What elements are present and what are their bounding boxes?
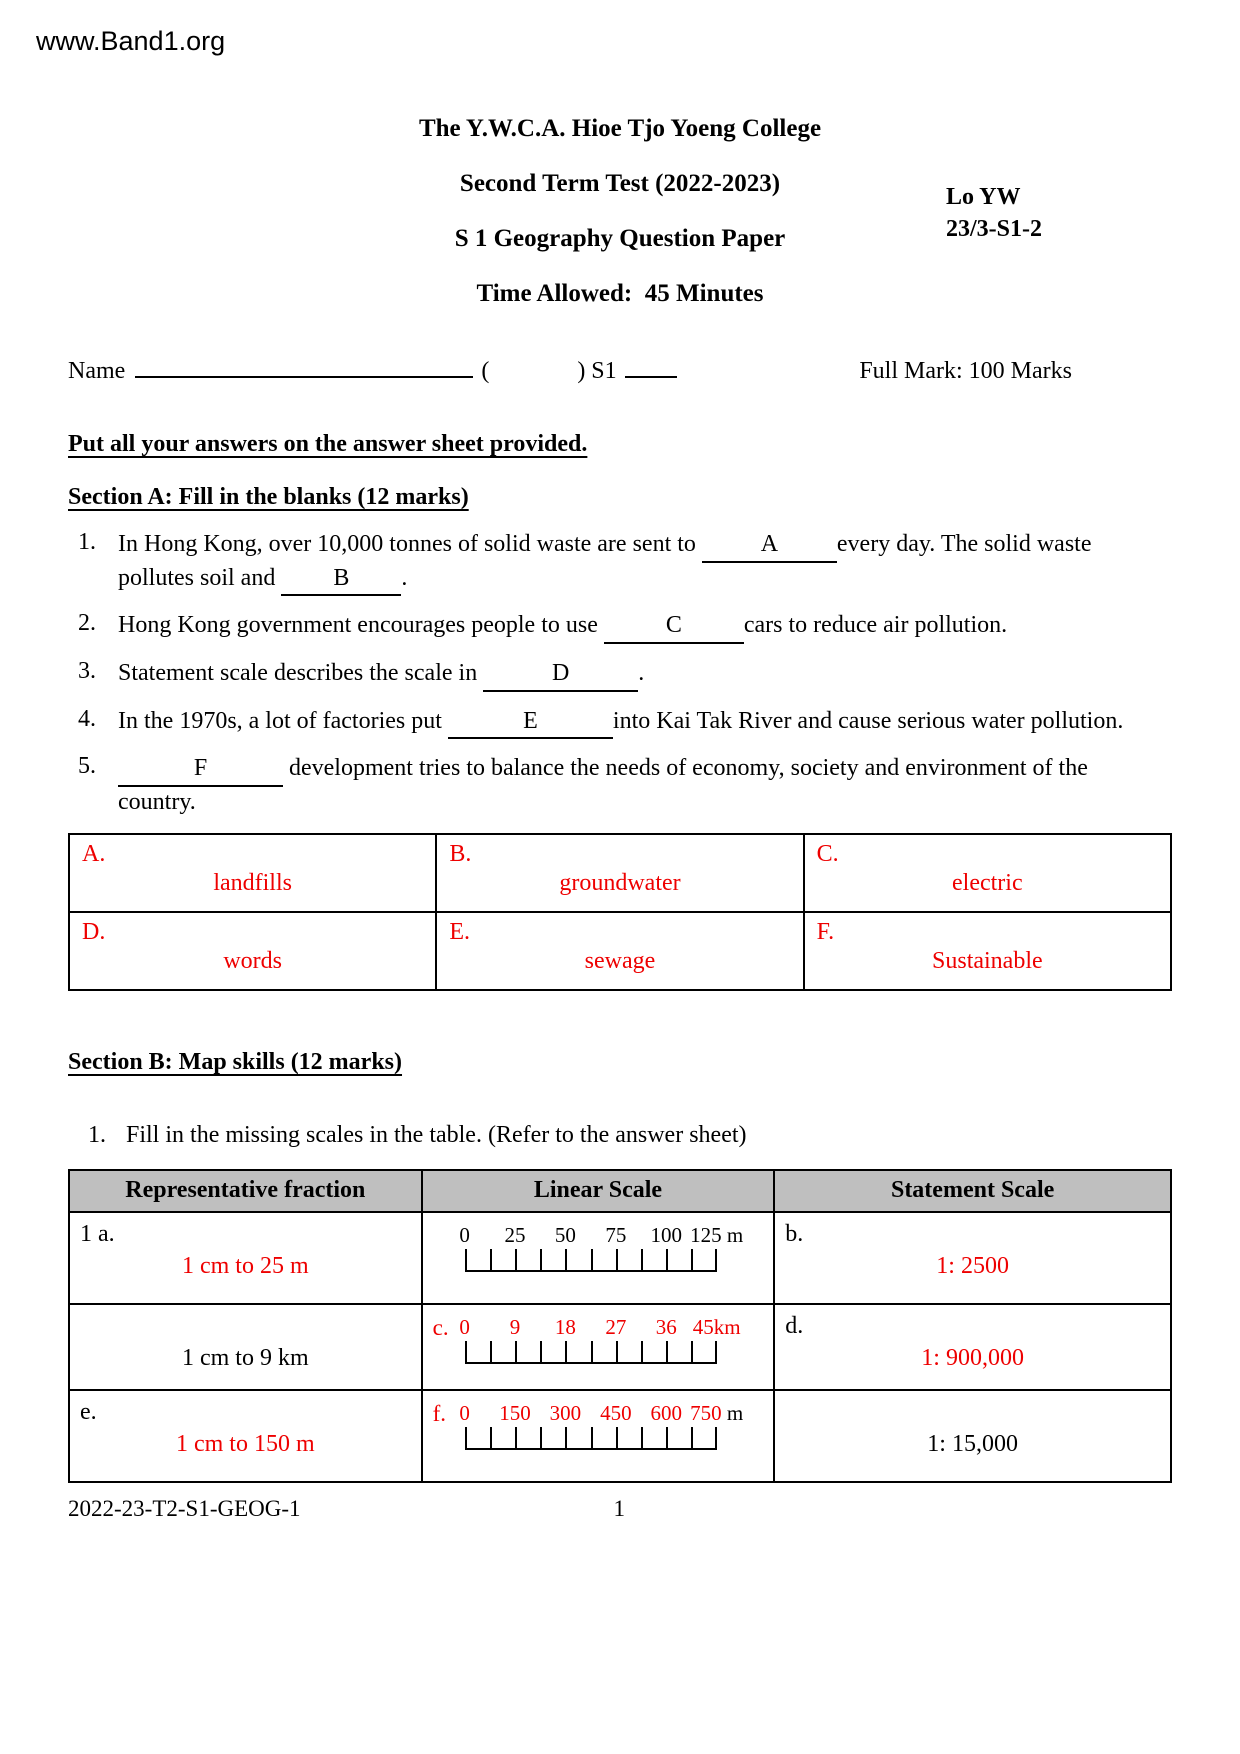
ls-label-c: c. (432, 1314, 449, 1340)
answer-bank-cell-b (436, 834, 803, 912)
class-paren-open: ( (481, 358, 490, 384)
linear-scale-graphic-2 (459, 1314, 741, 1364)
rf-value-2: 1 cm to 9 km (181, 1344, 309, 1371)
linear-scale-graphic-1 (459, 1222, 744, 1272)
answer-label-a: A. (82, 840, 106, 867)
ss-value-3: 1: 15,000 (927, 1430, 1018, 1457)
tick-label: 0 (459, 1222, 470, 1247)
answer-label-e: E. (449, 918, 470, 945)
answer-bank-cell-f (804, 912, 1171, 990)
ls-cell-3 (422, 1390, 775, 1482)
blank-f: F (118, 753, 283, 787)
answer-bank-cell-a (69, 834, 436, 912)
question-1-pre: In Hong Kong, over 10,000 tonnes of solid waste are sent to (118, 531, 702, 557)
question-2-pre: Hong Kong government encourages people to use (118, 612, 604, 639)
question-5 (78, 753, 1172, 818)
name-row (68, 354, 1172, 385)
rf-label-1a: 1 a. (80, 1220, 115, 1247)
scale-row-2 (69, 1304, 1171, 1390)
answer-sheet-instruction: Put all your answers on the answer sheet provided. (68, 431, 588, 457)
question-2 (78, 610, 1172, 644)
tick-label: 125 (690, 1222, 722, 1247)
rf-value-1a: 1 cm to 25 m (181, 1252, 309, 1279)
tick-label: 450 (600, 1400, 632, 1425)
full-mark-label: Full Mark: 100 Marks (859, 358, 1072, 384)
tick-label: 300 (549, 1400, 582, 1425)
question-4-end: into Kai Tak River and cause serious water pollution. (612, 707, 1124, 734)
ls-cell-1 (422, 1212, 775, 1304)
tick-label: 9 (509, 1314, 521, 1339)
name-label: Name (68, 358, 126, 384)
time-allowed: Time Allowed: 45 Minutes (476, 280, 764, 307)
answer-value-b: groundwater (559, 869, 681, 896)
tick-label: 0 (459, 1314, 470, 1339)
linear-scale-ruler (465, 1251, 717, 1272)
question-4-number: 4. (78, 705, 96, 732)
question-5-end: development tries to balance the needs of economy, society and environment of the country. (118, 755, 1088, 816)
tick-label: 36 (655, 1314, 677, 1339)
answer-bank-row-2 (69, 912, 1171, 990)
scale-unit-3: m (721, 1400, 744, 1425)
ss-cell-1 (774, 1212, 1171, 1304)
header-statement-scale: Statement Scale (774, 1170, 1171, 1212)
ss-label-d: d. (785, 1312, 804, 1339)
answer-value-d: words (223, 947, 282, 974)
question-1-text (118, 529, 1128, 596)
question-4-text (118, 706, 1123, 740)
question-4 (78, 706, 1172, 740)
rf-label-2 (80, 1313, 411, 1341)
question-3-number: 3. (78, 658, 96, 685)
scale-unit-1: m (721, 1222, 744, 1247)
answer-value-c: electric (952, 869, 1023, 896)
tick-label-with-unit (690, 1401, 743, 1426)
section-a-questions (68, 529, 1172, 819)
tick-label: 0 (459, 1400, 470, 1425)
rf-value-e: 1 cm to 150 m (175, 1430, 315, 1457)
rf-label-e: e. (80, 1398, 97, 1425)
answer-bank-row-1 (69, 834, 1171, 912)
question-2-text (118, 610, 1007, 644)
scale-tick-labels-1 (459, 1222, 744, 1251)
blank-d: D (483, 658, 638, 692)
blank-b: B (281, 563, 401, 597)
linear-scale-ruler (465, 1343, 717, 1364)
section-b-question-1-text: Fill in the missing scales in the table. (Refer to the answer sheet) (126, 1121, 747, 1148)
question-3-text (118, 658, 644, 692)
tick-label: 600 (650, 1400, 682, 1425)
question-2-end: cars to reduce air pollution. (743, 612, 1008, 639)
tick-label: 18 (554, 1314, 576, 1339)
linear-scale-3 (433, 1401, 764, 1450)
page-footer (68, 1496, 1172, 1522)
answer-value-e: sewage (584, 947, 656, 974)
linear-scale-ruler (465, 1429, 717, 1450)
document-code: 2022-23-T2-S1-GEOG-1 (68, 1496, 301, 1521)
question-1-number: 1. (78, 529, 96, 555)
linear-scale-graphic-3 (459, 1400, 744, 1450)
question-1-end: . (401, 564, 408, 591)
question-1 (78, 529, 1172, 596)
tick-label: 75 (605, 1222, 627, 1247)
tick-label-with-unit (690, 1223, 743, 1248)
linear-scale-1 (433, 1223, 764, 1272)
question-3-end: . (638, 660, 645, 687)
question-1-mid: every day. The solid waste pollutes soil and (118, 531, 1092, 591)
name-blank-line (135, 354, 473, 378)
site-watermark: www.Band1.org (36, 26, 226, 56)
section-b-title: Section B: Map skills (12 marks) (68, 1048, 403, 1075)
answer-bank-cell-d (69, 912, 436, 990)
tick-label: 750 (690, 1400, 722, 1425)
ss-cell-2 (774, 1304, 1171, 1390)
class-number-line (625, 354, 677, 378)
college-name: The Y.W.C.A. Hioe Tjo Yoeng College (418, 115, 822, 142)
blank-e: E (448, 706, 613, 740)
question-2-number: 2. (78, 610, 96, 637)
section-a-title: Section A: Fill in the blanks (12 marks) (68, 484, 469, 510)
ss-label-3 (785, 1399, 1160, 1427)
ss-value-d: 1: 900,000 (921, 1344, 1024, 1371)
answer-label-c: C. (816, 840, 839, 867)
scale-tick-labels-2 (459, 1314, 741, 1343)
tick-label: 45 (692, 1314, 714, 1339)
ss-cell-3 (774, 1390, 1171, 1482)
answer-bank-table (68, 833, 1172, 991)
scale-tick-labels-3 (459, 1400, 744, 1429)
paper-header (68, 115, 1172, 308)
header-representative-fraction: Representative fraction (69, 1170, 422, 1212)
section-b-question-1 (68, 1122, 1172, 1149)
question-5-number: 5. (78, 753, 96, 780)
ss-label-b: b. (785, 1220, 804, 1247)
paper-title: S 1 Geography Question Paper (454, 225, 786, 252)
header-linear-scale: Linear Scale (422, 1170, 775, 1212)
linear-scale-2 (433, 1315, 764, 1364)
blank-c: C (604, 610, 744, 644)
question-3-pre: Statement scale describes the scale in (118, 660, 484, 687)
rf-cell-1 (69, 1212, 422, 1304)
scale-row-3 (69, 1390, 1171, 1482)
tick-label: 25 (504, 1222, 526, 1247)
class-label: ) S1 (577, 358, 617, 384)
answer-label-f: F. (816, 918, 835, 945)
question-3 (78, 658, 1172, 692)
answer-value-f: Sustainable (932, 947, 1043, 974)
paper-code: 23/3-S1-2 (946, 216, 1042, 243)
test-title: Second Term Test (2022-2023) (459, 170, 781, 197)
ls-cell-2 (422, 1304, 775, 1390)
question-4-pre: In the 1970s, a lot of factories put (118, 707, 448, 734)
scale-row-1 (69, 1212, 1171, 1304)
answer-bank-cell-e (436, 912, 803, 990)
tick-label-with-unit (693, 1315, 741, 1340)
scale-unit-2: km (713, 1314, 741, 1339)
ss-value-b: 1: 2500 (936, 1252, 1009, 1279)
question-5-text (118, 753, 1128, 818)
scale-table (68, 1169, 1172, 1483)
answer-value-a: landfills (213, 869, 292, 896)
paper-code-block (946, 181, 1042, 246)
blank-a: A (702, 529, 837, 563)
tick-label: 27 (605, 1314, 627, 1339)
teacher-code: Lo YW (946, 184, 1021, 210)
name-fields (68, 354, 677, 385)
section-b-question-1-number: 1. (88, 1121, 106, 1148)
tick-label: 150 (499, 1400, 531, 1425)
scale-table-header-row (69, 1170, 1171, 1212)
tick-label: 100 (650, 1222, 682, 1247)
tick-label: 50 (554, 1222, 576, 1247)
rf-cell-3 (69, 1390, 422, 1482)
page-number: 1 (613, 1496, 625, 1521)
answer-label-b: B. (449, 840, 472, 867)
rf-cell-2 (69, 1304, 422, 1390)
answer-bank-cell-c (804, 834, 1171, 912)
ls-label-f: f. (432, 1400, 447, 1426)
answer-label-d: D. (82, 918, 106, 945)
